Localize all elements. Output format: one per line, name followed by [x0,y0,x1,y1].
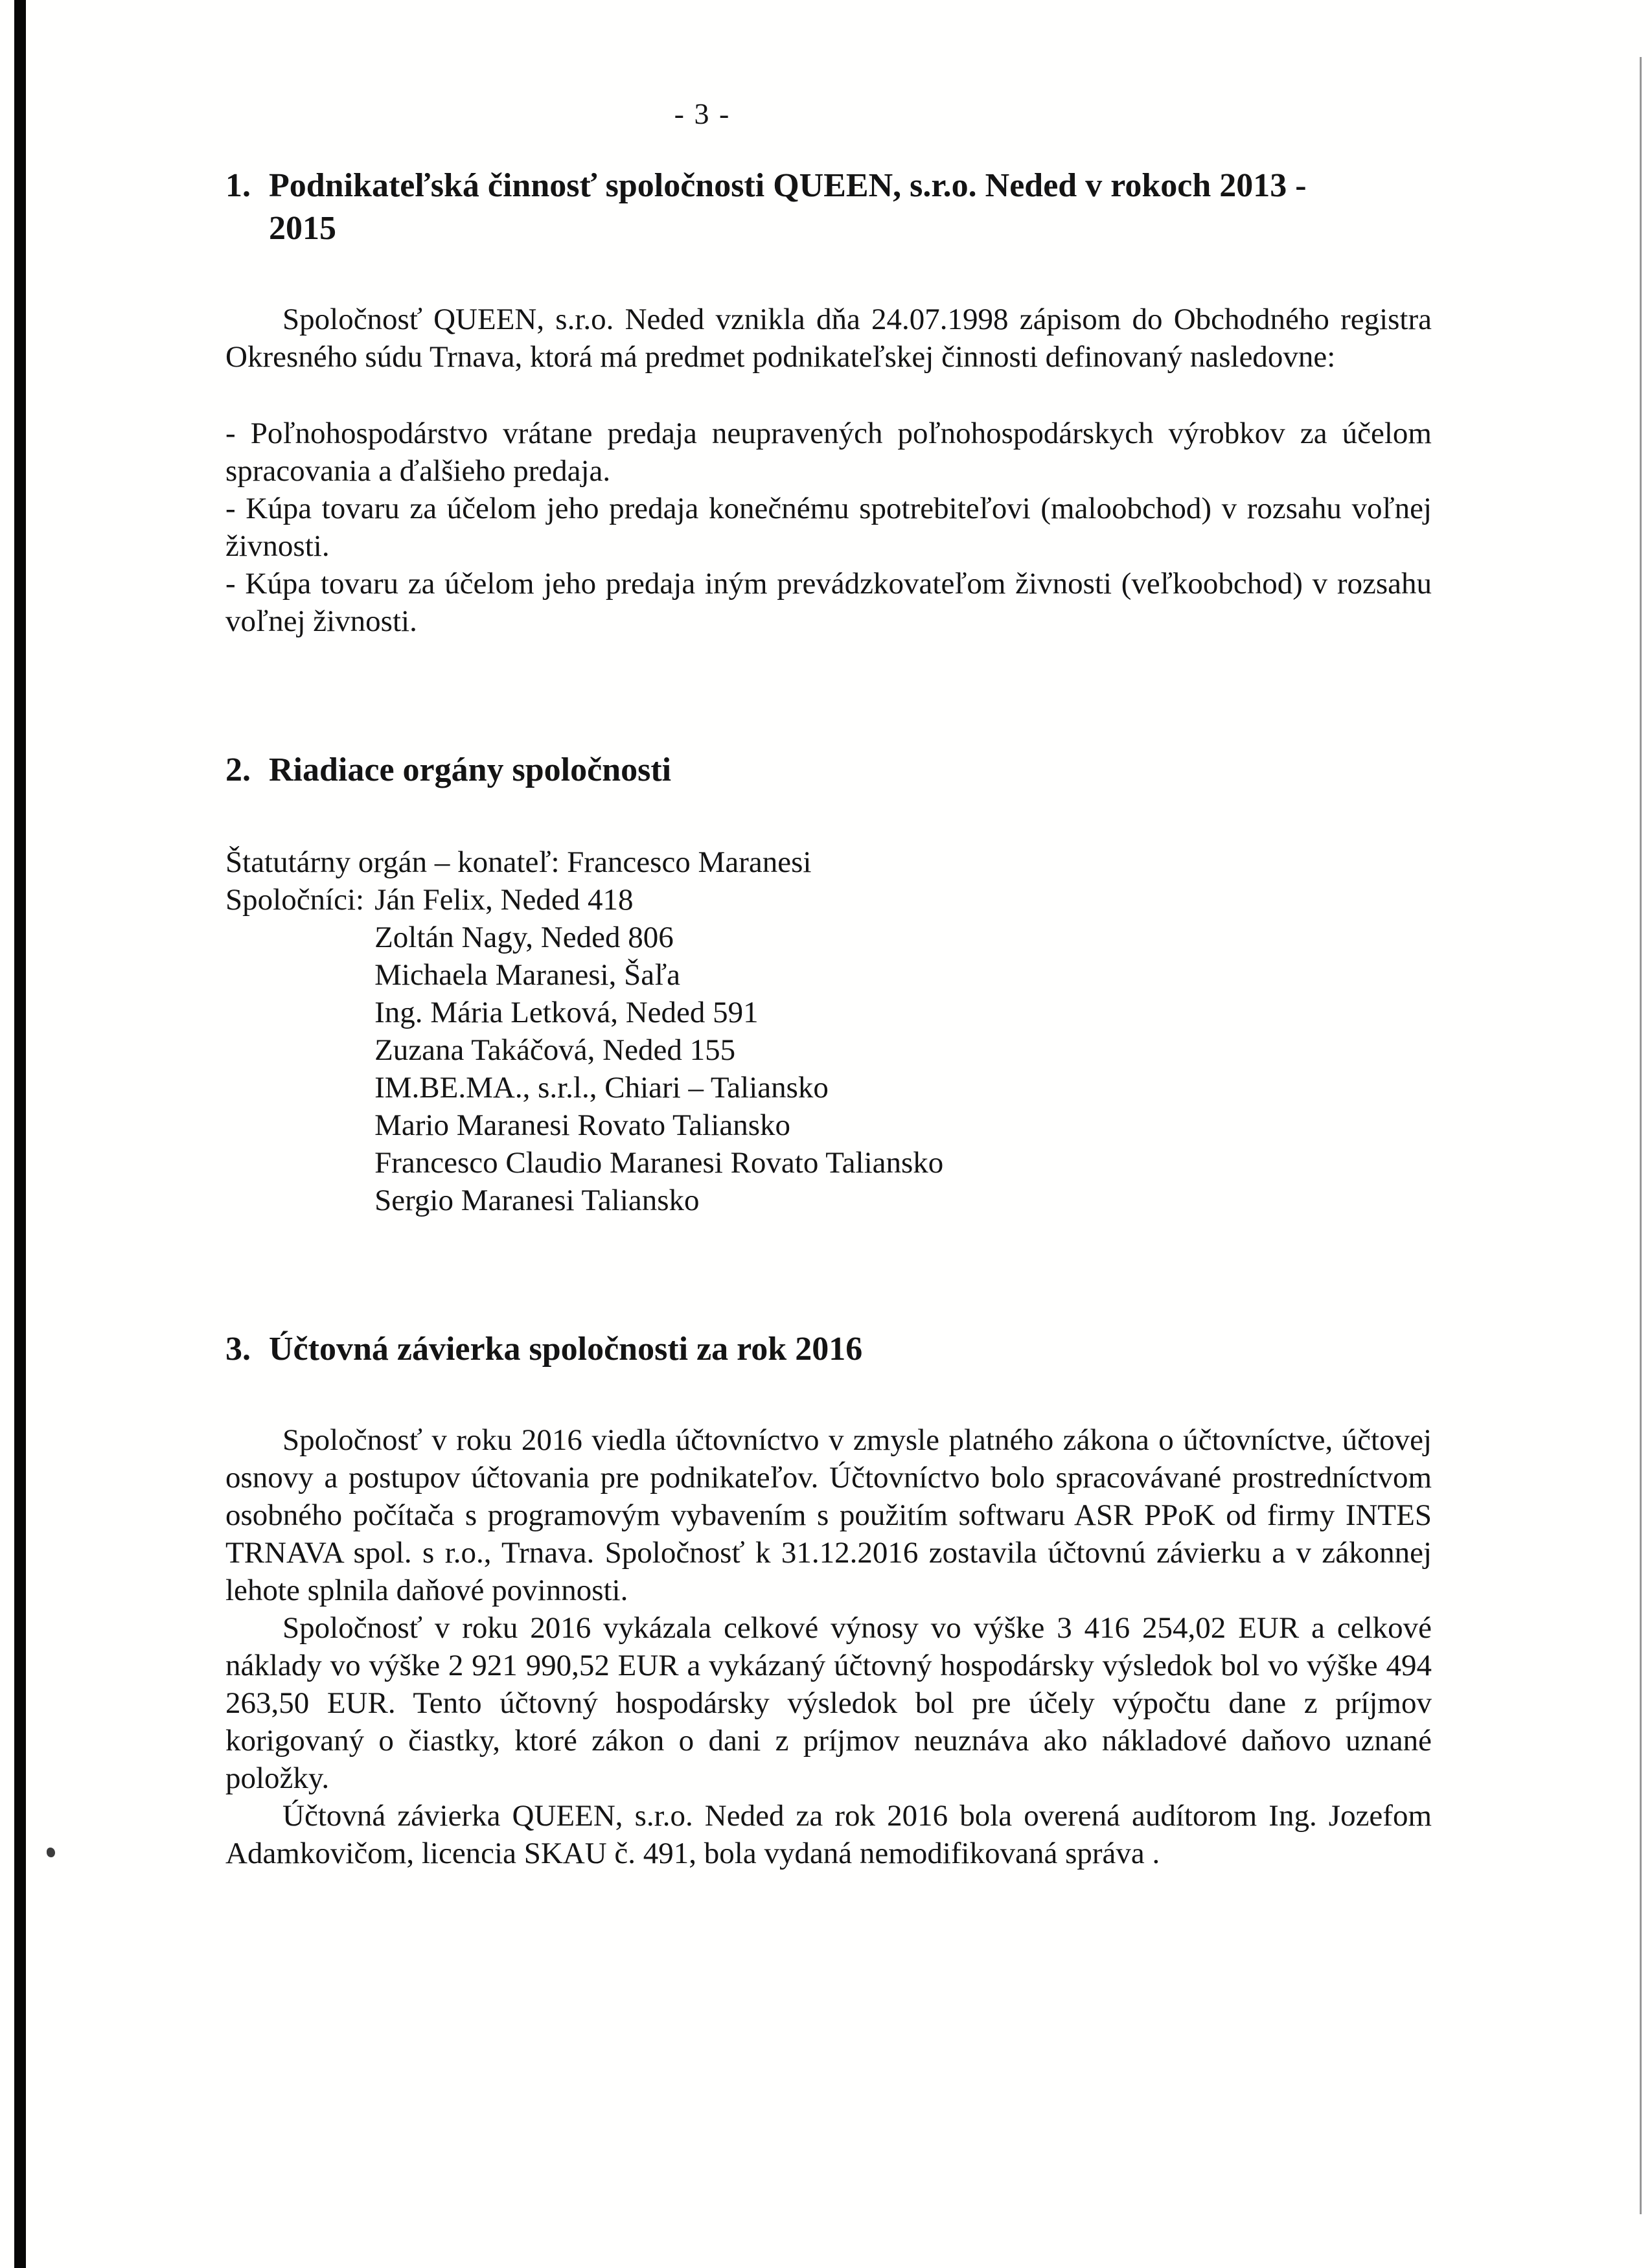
section3-paragraph: Spoločnosť v roku 2016 viedla účtovníctvo v zmysle platného zákona o účtovníctve, účtovej osnovy a postupov účtovania pre podnikateľov. Účtovníctvo bolo spracovávané prostredníctvom osobného počítača s programovým vybavením s použitím softwaru ASR PPoK od firmy INTES TRNAVA spol. s r.o., Trnava. Spoločnosť k 31.12.2016 zostavila účtovnú závierku a v zákonnej lehote splnila daňové povinnosti. [225,1423,1432,1607]
section1-heading-title [269,165,1432,250]
section1-heading [225,165,1432,250]
members-block [225,881,1432,1219]
section3-paragraph: Spoločnosť v roku 2016 vykázala celkové výnosy vo výške 3 416 254,02 EUR a celkové náklady vo výške 2 921 990,52 EUR a vykázaný účtovný hospodársky výsledok bol vo výške 494 263,50 EUR. Tento účtovný hospodársky výsledok bol pre účely výpočtu dane z príjmov korigovaný o čiastky, ktoré zákon o dani z príjmov neuznáva ako nákladové daňovo uznané položky. [225,1611,1432,1795]
section3-body [225,1421,1432,1872]
members-label: Spoločníci: [225,883,365,917]
member-line: Sergio Maranesi Taliansko [374,1184,700,1217]
activity-item: - Kúpa tovaru za účelom jeho predaja konečnému spotrebiteľovi (maloobchod) v rozsahu voľnej živnosti. [225,492,1432,563]
section3-heading-number: 3. [225,1331,251,1368]
activity-item: - Kúpa tovaru za účelom jeho predaja iným prevádzkovateľom živnosti (veľkoobchod) v rozsahu voľnej živnosti. [225,567,1432,638]
member-line: Ing. Mária Letková, Neded 591 [374,996,759,1029]
member-line: Francesco Claudio Maranesi Rovato Taliansko [374,1146,944,1180]
section2-heading-title: Riadiace orgány spoločnosti [269,751,672,788]
section3-heading [225,1328,1432,1371]
page-number: - 3 - [674,97,731,130]
section1-heading-number: 1. [225,167,251,204]
section1-activities-list [225,415,1432,640]
member-line: Ján Felix, Neded 418 [374,883,634,917]
activity-item: - Poľnohospodárstvo vrátane predaja neupravených poľnohospodárskych výrobkov za účelom spracovania a ďalšieho predaja. [225,417,1432,488]
member-line: Mario Maranesi Rovato Taliansko [374,1108,791,1142]
scan-edge-artifact-right [1640,57,1642,2214]
section1-heading-title-line2: 2015 [269,210,336,247]
members-list [374,881,1432,1219]
section1-intro-paragraph: Spoločnosť QUEEN, s.r.o. Neded vznikla dňa 24.07.1998 zápisom do Obchodného registra Okresného súdu Trnava, ktorá má predmet podnikateľskej činnosti definovaný nasledovne: [225,303,1432,374]
member-line: Michaela Maranesi, Šaľa [374,958,681,992]
member-line: Zuzana Takáčová, Neded 155 [374,1033,736,1067]
member-line: Zoltán Nagy, Neded 806 [374,921,674,954]
section3-heading-title: Účtovná závierka spoločnosti za rok 2016 [269,1331,863,1368]
section2-heading-number: 2. [225,751,251,788]
section3-paragraph: Účtovná závierka QUEEN, s.r.o. Neded za rok 2016 bola overená audítorom Ing. Jozefom Adamkovičom, licencia SKAU č. 491, bola vydaná nemodifikovaná správa . [225,1799,1432,1870]
section2-heading [225,749,1432,792]
scan-speck-artifact [47,1848,55,1857]
statutory-organ-line: Štatutárny orgán – konateľ: Francesco Maranesi [225,845,812,879]
scan-edge-artifact-left [14,0,26,2268]
member-line: IM.BE.MA., s.r.l., Chiari – Taliansko [374,1071,829,1105]
page-content [225,0,1432,1872]
section1-heading-title-line1: Podnikateľská činnosť spoločnosti QUEEN, s.r.o. Neded v rokoch 2013 - [269,167,1307,204]
